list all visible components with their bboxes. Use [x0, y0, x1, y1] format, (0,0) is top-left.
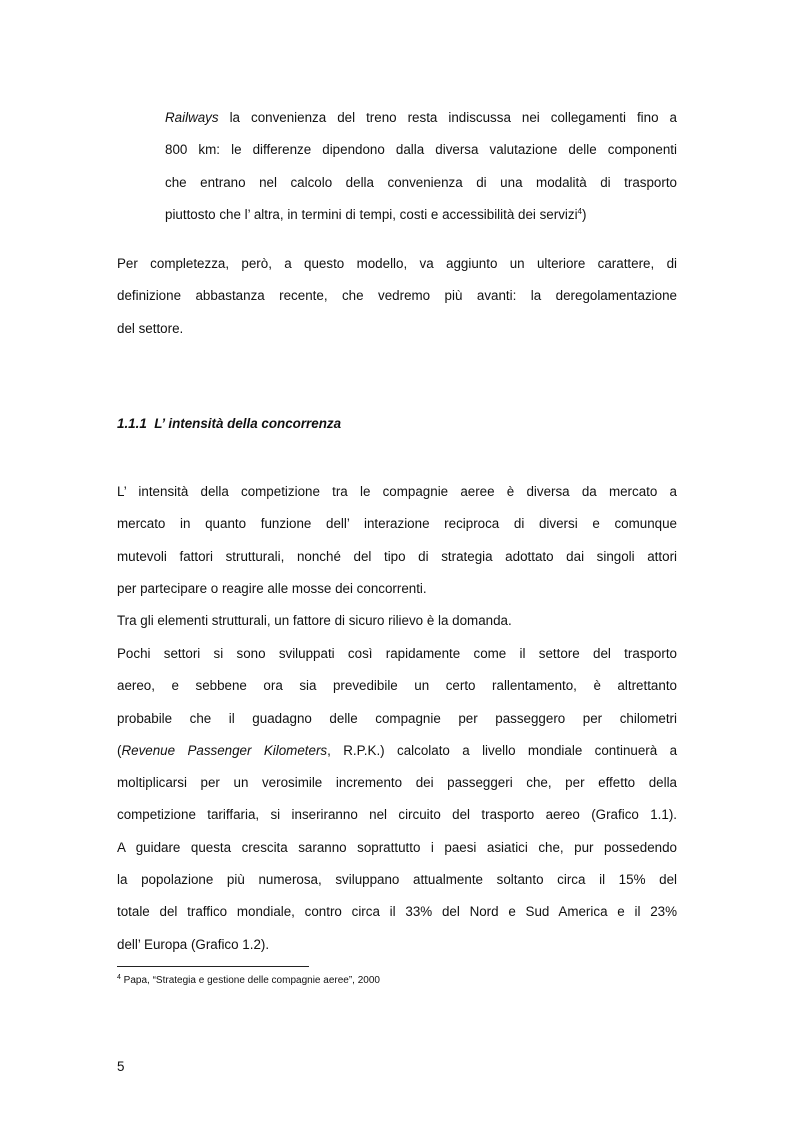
body-paragraph [117, 248, 677, 345]
paragraph-line: (Revenue Passenger Kilometers, R.P.K.) calcolato a livello mondiale continuerà a [117, 742, 678, 758]
footnote [117, 975, 380, 986]
quotation-line: piuttosto che l’ altra, in termini di tempi, costi e accessibilità dei servizi$^4$) [165, 206, 587, 222]
page-number: 5 [117, 1059, 125, 1074]
paragraph-line: dell’ Europa (Grafico 1.2). [117, 936, 270, 952]
quotation-line: 800 km: le differenze dipendono dalla diversa valutazione delle componenti [165, 142, 677, 158]
footnote-reference[interactable]: 4 [577, 206, 582, 216]
paragraph-line: mercato in quanto funzione dell’ interazione reciproca di diversi e comunque [117, 516, 677, 532]
quotation-line: Railways la convenienza del treno resta indiscussa nei collegamenti fino a [165, 110, 677, 125]
paragraph-line: moltiplicarsi per un verosimile incremento dei passeggeri che, per effetto della [117, 775, 677, 791]
footnote-text: Papa, “Strategia e gestione delle compagnie aeree”, 2000 [120, 975, 380, 986]
paragraph-line: Pochi settori si sono sviluppati così rapidamente come il settore del trasporto [117, 646, 677, 661]
paragraph-line: probabile che il guadagno delle compagnie per passeggero per chilometri [117, 710, 677, 726]
paragraph-line: la popolazione più numerosa, sviluppano attualmente soltanto circa il 15% del [117, 872, 677, 888]
paragraph-line: definizione abbastanza recente, che vedremo più avanti: la deregolamentazione [117, 288, 677, 304]
section-heading [117, 416, 341, 431]
quotation-line: che entrano nel calcolo della convenienza di una modalità di trasporto [165, 174, 677, 190]
body-paragraph [117, 605, 677, 637]
italic-term: Railways [165, 110, 219, 125]
paragraph-line: L’ intensità della competizione tra le compagnie aeree è diversa da mercato a [117, 484, 677, 499]
paragraph-line: Tra gli elementi strutturali, un fattore di sicuro rilievo è la domanda. [117, 613, 512, 628]
paragraph-line: competizione tariffaria, si inseriranno nel circuito del trasporto aereo (Grafico 1.1). [117, 807, 677, 823]
paragraph-line: mutevoli fattori strutturali, nonché del tipo di strategia adottato dai singoli attori [117, 548, 677, 564]
paragraph-line: del settore. [117, 320, 184, 336]
italic-term: Revenue Passenger Kilometers [121, 742, 328, 758]
paragraph-line: per partecipare o reagire alle mosse dei concorrenti. [117, 580, 427, 596]
body-paragraph [117, 476, 677, 605]
quotation-block [165, 102, 677, 231]
paragraph-line: totale del traffico mondiale, contro circa il 33% del Nord e Sud America e il 23% [117, 904, 677, 920]
section-title: L’ intensità della concorrenza [154, 416, 342, 431]
footnote-marker: 4 [117, 974, 121, 981]
paragraph-line: aereo, e sebbene ora sia prevedibile un certo rallentamento, è altrettanto [117, 678, 677, 694]
paragraph-line: A guidare questa crescita saranno soprattutto i paesi asiatici che, pur possedendo [117, 839, 677, 855]
body-paragraph [117, 638, 677, 961]
paragraph-line: Per completezza, però, a questo modello, va aggiunto un ulteriore carattere, di [117, 256, 677, 271]
footnote-divider [117, 966, 309, 967]
section-number: 1.1.1 [117, 416, 147, 431]
